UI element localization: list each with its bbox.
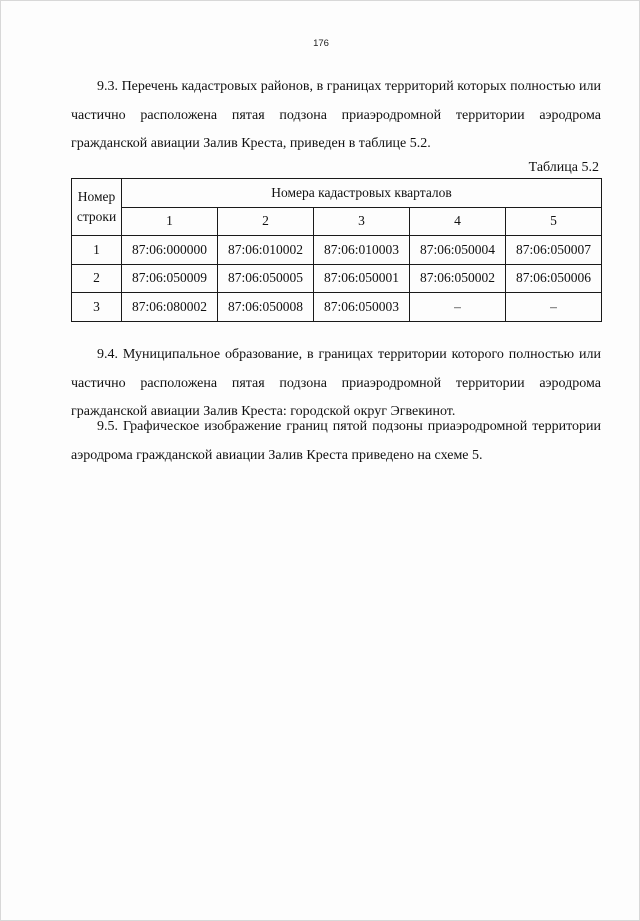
table-cell: 87:06:010002 [218, 236, 314, 265]
table-header-row [72, 179, 602, 208]
table-cell: 87:06:050008 [218, 293, 314, 322]
page-number: 176 [313, 38, 329, 49]
table-row [72, 264, 602, 293]
table-cell: 87:06:050003 [314, 293, 410, 322]
table-cell: 87:06:080002 [122, 293, 218, 322]
table-row [72, 293, 602, 322]
column-header: 3 [314, 207, 410, 236]
table-cell: 87:06:050009 [122, 264, 218, 293]
table-cell: 87:06:050002 [410, 264, 506, 293]
row-number-header [72, 179, 122, 236]
paragraph-9-4-text: 9.4. Муниципальное образование, в границах территории которого полностью или частично расположена пятая подзона приаэродромной территории аэродрома гражданской авиации Залив Креста: городской округ Эгвекинот. [71, 347, 601, 419]
table-cell-empty-dash: – [506, 293, 602, 322]
paragraph-9-3-text: 9.3. Перечень кадастровых районов, в границах территорий которых полностью или частично расположена пятая подзона приаэродромной территории аэродрома гражданской авиации Залив Креста, приведен в таблице 5.2. [71, 79, 601, 151]
row-number-header-line1: Номер [77, 189, 116, 204]
column-header: 5 [506, 207, 602, 236]
row-number-cell: 1 [72, 236, 122, 265]
cadastral-quarters-table [71, 178, 602, 322]
paragraph-9-3 [71, 73, 601, 159]
table-cell: 87:06:050005 [218, 264, 314, 293]
table-cell: 87:06:050001 [314, 264, 410, 293]
paragraph-9-5 [71, 413, 601, 470]
group-header: Номера кадастровых кварталов [122, 179, 602, 208]
paragraph-9-5-text: 9.5. Графическое изображение границ пятой подзоны приаэродромной территории аэродрома гражданской авиации Залив Креста приведено на схеме 5. [71, 419, 601, 463]
table-cell: 87:06:050006 [506, 264, 602, 293]
table-cell: 87:06:010003 [314, 236, 410, 265]
table-row [72, 236, 602, 265]
row-number-header-line2: строки [76, 209, 117, 224]
table-cell: 87:06:050004 [410, 236, 506, 265]
column-header: 4 [410, 207, 506, 236]
row-number-cell: 3 [72, 293, 122, 322]
table-cell: 87:06:050007 [506, 236, 602, 265]
column-number-row [72, 207, 602, 236]
row-number-cell: 2 [72, 264, 122, 293]
column-header: 1 [122, 207, 218, 236]
table-caption: Таблица 5.2 [528, 160, 599, 175]
table-cell: 87:06:000000 [122, 236, 218, 265]
table-cell-empty-dash: – [410, 293, 506, 322]
column-header: 2 [218, 207, 314, 236]
